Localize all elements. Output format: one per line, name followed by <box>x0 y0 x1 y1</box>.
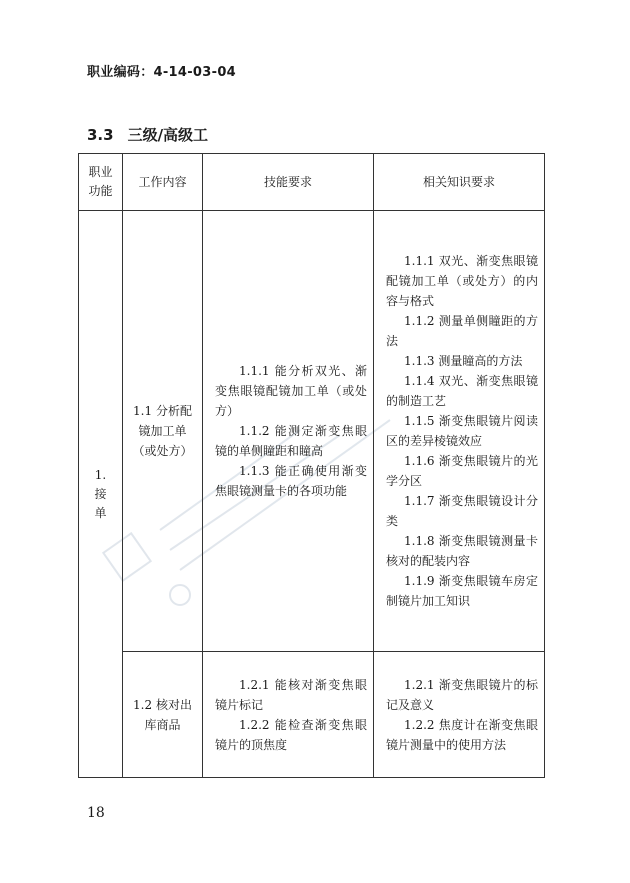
section-title <box>87 124 208 145</box>
knowledge-item: 1.1.7 渐变焦眼镜设计分类 <box>386 494 538 528</box>
skill-item: 1.2.2 能检查渐变焦眼镜片的顶焦度 <box>215 717 367 752</box>
skill-cell <box>203 211 374 652</box>
knowledge-item: 1.1.4 双光、渐变焦眼镜的制造工艺 <box>386 374 538 408</box>
header-function: 职业 功能 <box>79 154 123 211</box>
header-skill-requirements: 技能要求 <box>203 154 374 211</box>
table-row <box>79 652 545 778</box>
skill-requirements-table <box>78 153 545 778</box>
knowledge-item: 1.2.2 焦度计在渐变焦眼镜片测量中的使用方法 <box>386 717 538 752</box>
header-knowledge-requirements: 相关知识要求 <box>374 154 545 211</box>
skill-item: 1.1.3 能正确使用渐变焦眼镜测量卡的各项功能 <box>215 464 367 498</box>
table-row <box>79 211 545 652</box>
page-number: 18 <box>87 805 105 821</box>
table-header-row <box>79 154 545 211</box>
skill-item: 1.2.1 能核对渐变焦眼镜片标记 <box>215 677 367 712</box>
knowledge-item: 1.1.2 测量单侧瞳距的方法 <box>386 314 538 348</box>
function-cell: 1. 接 单 <box>79 211 123 778</box>
skill-item: 1.1.1 能分析双光、渐变焦眼镜配镜加工单（或处方） <box>215 364 367 418</box>
knowledge-item: 1.1.8 渐变焦眼镜测量卡核对的配装内容 <box>386 534 538 568</box>
section-number: 3.3 <box>87 126 114 144</box>
knowledge-item: 1.1.3 测量瞳高的方法 <box>404 354 523 368</box>
skill-item: 1.1.2 能测定渐变焦眼镜的单侧瞳距和瞳高 <box>215 424 367 458</box>
work-content-cell: 1.1 分析配镜加工单（或处方） <box>123 211 203 652</box>
knowledge-item: 1.1.9 渐变焦眼镜车房定制镜片加工知识 <box>386 574 538 608</box>
occupation-code: 职业编码：4-14-03-04 <box>87 65 237 80</box>
work-content-cell: 1.2 核对出库商品 <box>123 652 203 778</box>
knowledge-item: 1.1.5 渐变焦眼镜片阅读区的差异棱镜效应 <box>386 414 538 448</box>
header-work-content: 工作内容 <box>123 154 203 211</box>
skill-cell <box>203 652 374 778</box>
knowledge-cell <box>374 652 545 778</box>
knowledge-item: 1.2.1 渐变焦眼镜片的标记及意义 <box>386 677 538 712</box>
knowledge-item: 1.1.6 渐变焦眼镜片的光学分区 <box>386 454 538 488</box>
knowledge-cell <box>374 211 545 652</box>
knowledge-item: 1.1.1 双光、渐变焦眼镜配镜加工单（或处方）的内容与格式 <box>386 254 538 308</box>
section-name: 三级/高级工 <box>127 126 209 144</box>
